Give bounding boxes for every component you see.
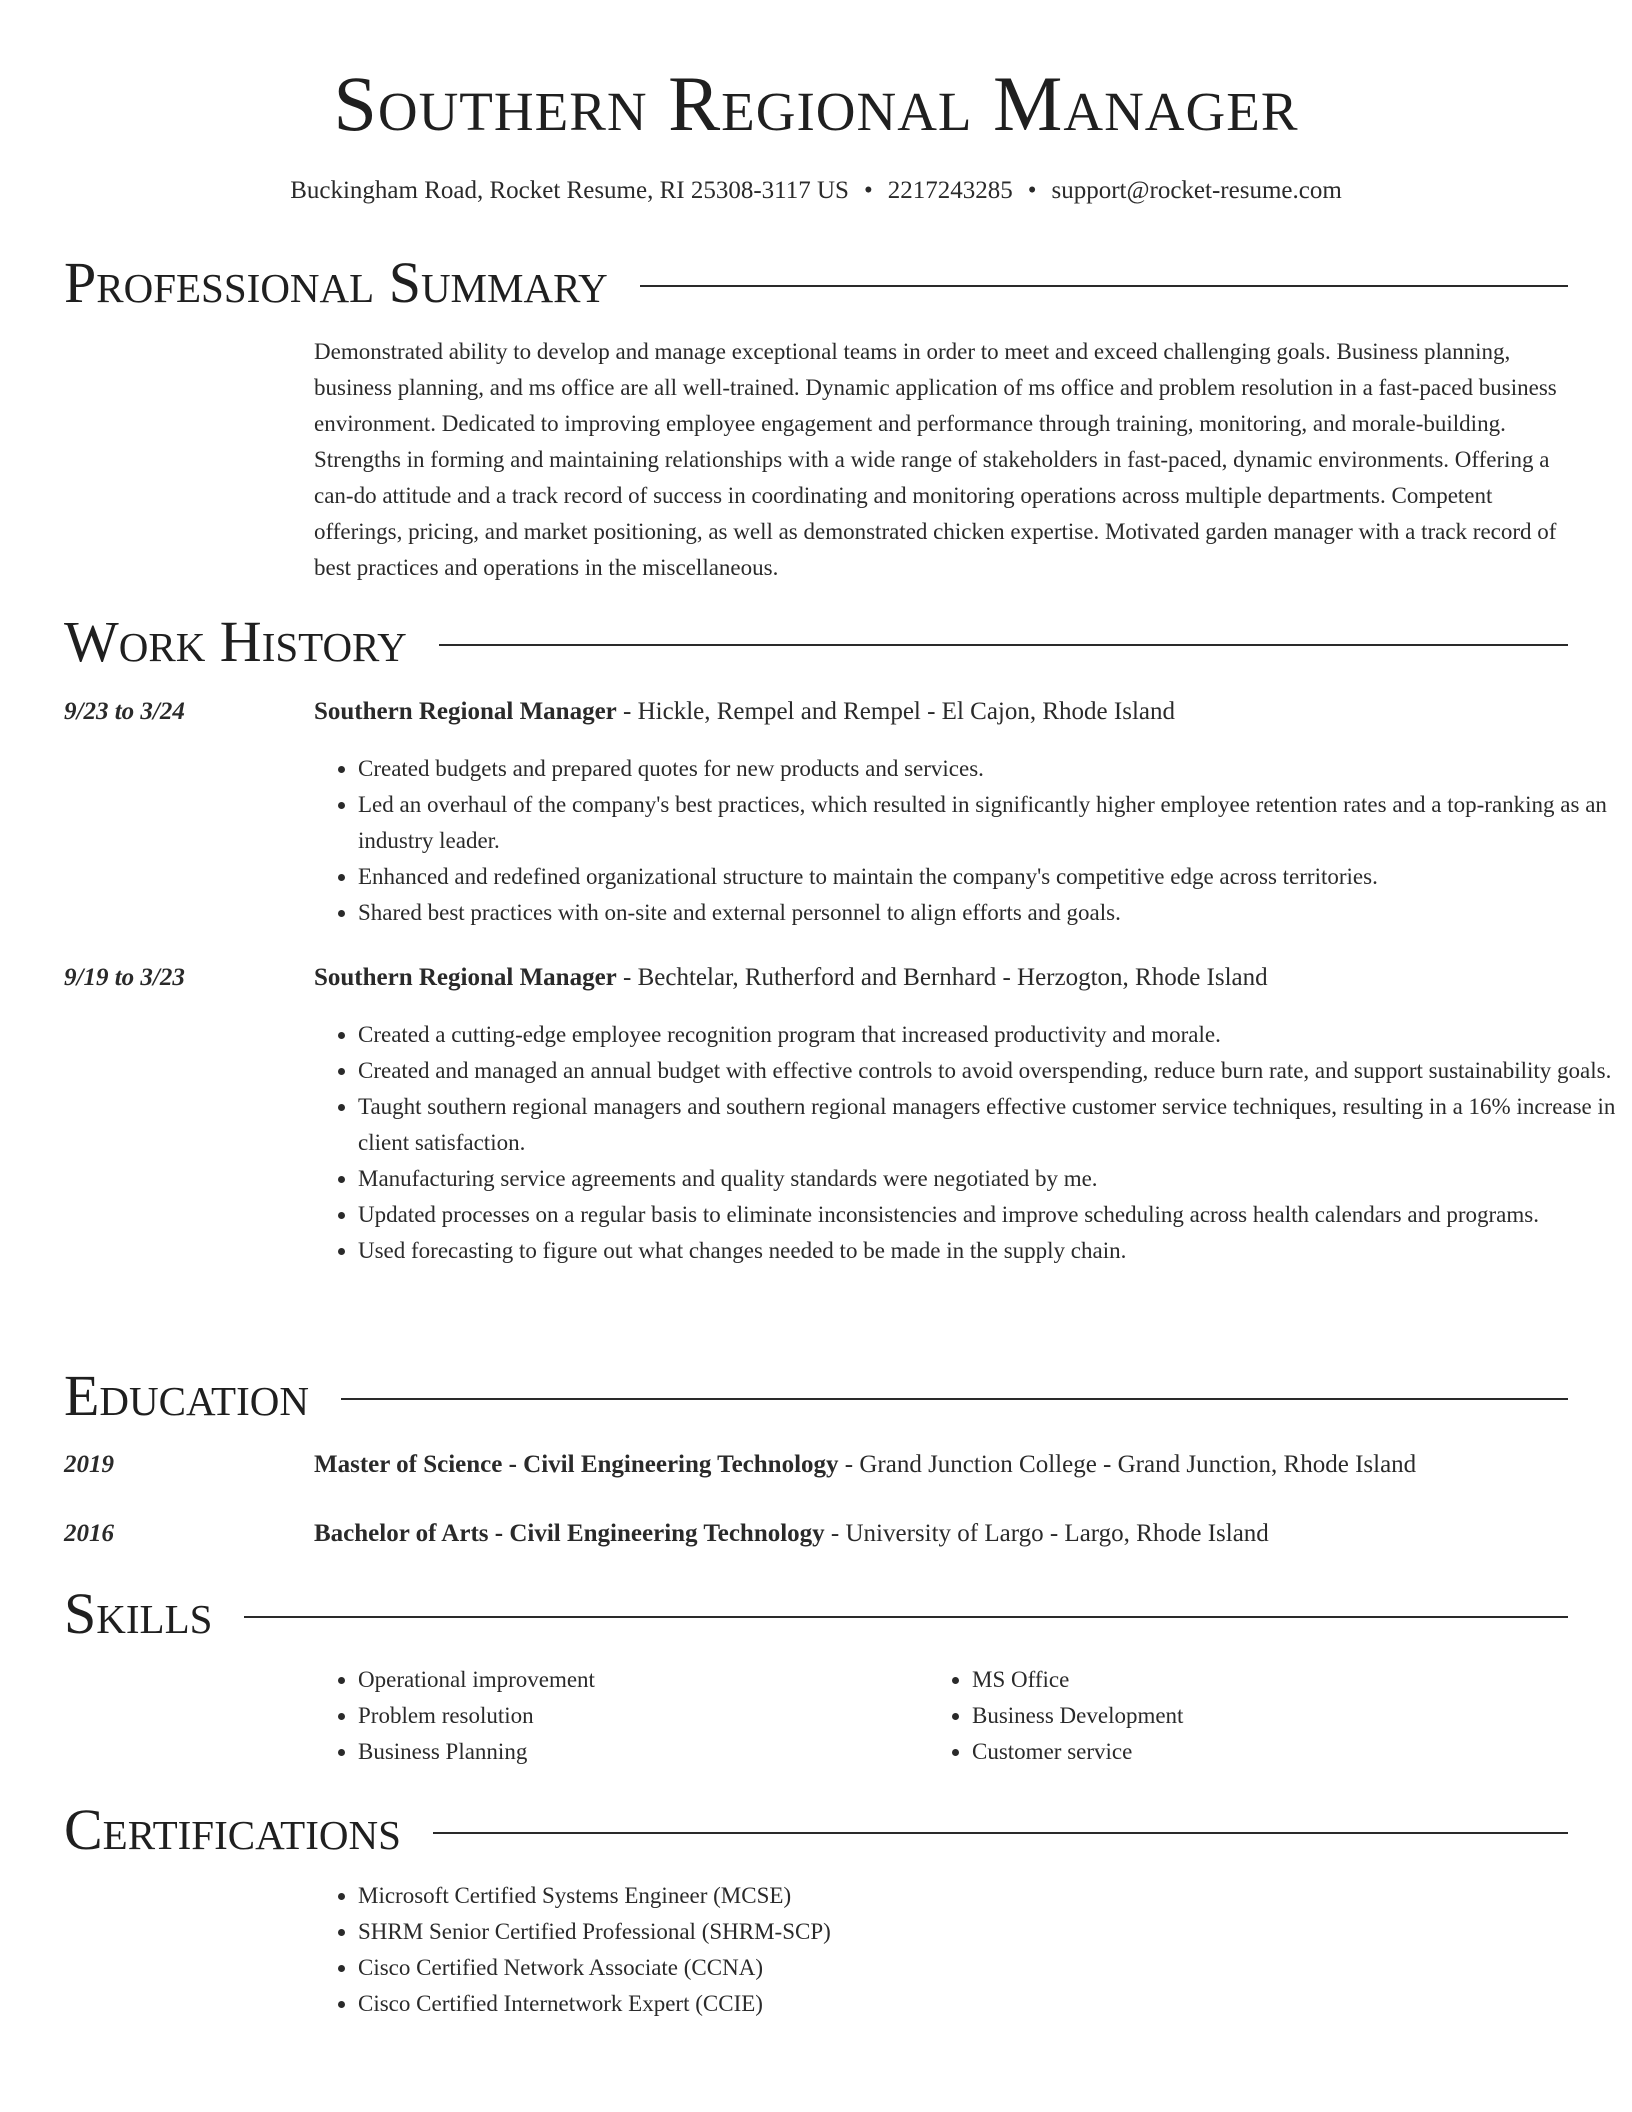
section-divider [433, 1832, 1568, 1834]
job-bullet: • Updated processes on a regular basis to eliminate inconsistencies and improve scheduling across health calendars and programs. [358, 1197, 1616, 1233]
summary-paragraph: Demonstrated ability to develop and manage exceptional teams in order to meet and exceed challenging goals. Business planning, business planning, and ms office are all well-trained. Dynamic application of ms office and problem resolution in a fast-paced business environment. Dedicated to improving employee engagement and performance through training, monitoring, and morale-building. Strengths in forming and maintaining relationships with a wide range of stakeholders in fast-paced, dynamic environments. Offering a can-do attitude and a track record of success in coordinating and monitoring operations across multiple departments. Competent offerings, pricing, and market positioning, as well as demonstrated chicken expertise. Motivated garden manager with a track record of best practices and operations in the miscellaneous. [314, 339, 1557, 580]
section-header-education [64, 1363, 1568, 1429]
contact-separator: • [1027, 177, 1037, 204]
section-header-summary [64, 250, 1568, 316]
job-bullet: • Enhanced and redefined organizational structure to maintain the company's competitive edge across territories. [358, 859, 1616, 895]
resume-name: Southern Regional Manager [333, 60, 1299, 147]
section-divider [640, 285, 1568, 287]
education-school: - Grand Junction College - Grand Junction, Rhode Island [838, 1451, 1417, 1478]
job-dates: 9/19 to 3/23 [64, 964, 185, 991]
contact-separator: • [863, 177, 873, 204]
education-year: 2019 [64, 1451, 114, 1478]
skills-list-right [928, 1662, 1572, 1770]
job-bullet: • Led an overhaul of the company's best practices, which resulted in significantly higher employee retention rates and a top-ranking as an industry leader. [358, 787, 1616, 859]
education-heading [314, 1518, 1572, 1550]
job-bullet: • Manufacturing service agreements and quality standards were negotiated by me. [358, 1161, 1616, 1197]
job-heading [314, 696, 1572, 728]
education-degree: Bachelor of Arts - Civil Engineering Technology [314, 1520, 825, 1547]
certifications-list [314, 1878, 1616, 2022]
section-divider [439, 644, 1568, 646]
job-bullet: • Taught southern regional managers and southern regional managers effective customer service techniques, resulting in a 16% increase in client satisfaction. [358, 1089, 1616, 1161]
section-header-work-history [64, 609, 1568, 675]
skill-item: • Customer service [972, 1734, 1572, 1770]
job-bullets [314, 1017, 1616, 1269]
skill-item: • MS Office [972, 1662, 1572, 1698]
section-title: Education [64, 1363, 309, 1428]
section-header-skills [64, 1581, 1568, 1647]
skills-list-left [314, 1662, 918, 1770]
job-bullet: • Shared best practices with on-site and external personnel to align efforts and goals. [358, 895, 1616, 931]
job-dates: 9/23 to 3/24 [64, 698, 185, 725]
job-bullet: • Created budgets and prepared quotes for new products and services. [358, 751, 1616, 787]
contact-address: Buckingham Road, Rocket Resume, RI 25308-3117 US [290, 177, 849, 204]
education-heading [314, 1449, 1572, 1481]
section-title: Certifications [64, 1797, 401, 1862]
job-heading [314, 962, 1572, 994]
job-bullet: • Created and managed an annual budget with effective controls to avoid overspending, reduce burn rate, and support sustainability goals. [358, 1053, 1616, 1089]
section-title: Skills [64, 1581, 213, 1646]
education-degree: Master of Science - Civil Engineering Technology [314, 1451, 839, 1478]
skill-item: • Business Development [972, 1698, 1572, 1734]
skill-item: • Business Planning [358, 1734, 918, 1770]
job-employer: - Bechtelar, Rutherford and Bernhard - Herzogton, Rhode Island [616, 964, 1268, 991]
job-role: Southern Regional Manager [314, 698, 617, 725]
job-employer: - Hickle, Rempel and Rempel - El Cajon, Rhode Island [616, 698, 1175, 725]
skill-item: • Operational improvement [358, 1662, 918, 1698]
skill-item: • Problem resolution [358, 1698, 918, 1734]
certification-item: • Cisco Certified Internetwork Expert (CCIE) [358, 1986, 1616, 2022]
certification-item: • Cisco Certified Network Associate (CCNA) [358, 1950, 1616, 1986]
education-school: - University of Largo - Largo, Rhode Island [824, 1520, 1269, 1547]
certification-item: • SHRM Senior Certified Professional (SHRM-SCP) [358, 1914, 1616, 1950]
section-header-certifications [64, 1797, 1568, 1863]
job-bullet: • Created a cutting-edge employee recognition program that increased productivity and morale. [358, 1017, 1616, 1053]
section-divider [244, 1616, 1568, 1618]
job-bullets [314, 751, 1616, 931]
contact-email: support@rocket-resume.com [1051, 177, 1342, 204]
job-role: Southern Regional Manager [314, 964, 617, 991]
section-title: Work History [64, 609, 407, 674]
certification-item: • Microsoft Certified Systems Engineer (MCSE) [358, 1878, 1616, 1914]
section-divider [341, 1398, 1568, 1400]
section-title: Professional Summary [64, 250, 608, 315]
contact-phone: 2217243285 [887, 177, 1013, 204]
job-bullet: • Used forecasting to figure out what changes needed to be made in the supply chain. [358, 1233, 1616, 1269]
contact-line [0, 176, 1632, 206]
education-year: 2016 [64, 1520, 114, 1547]
